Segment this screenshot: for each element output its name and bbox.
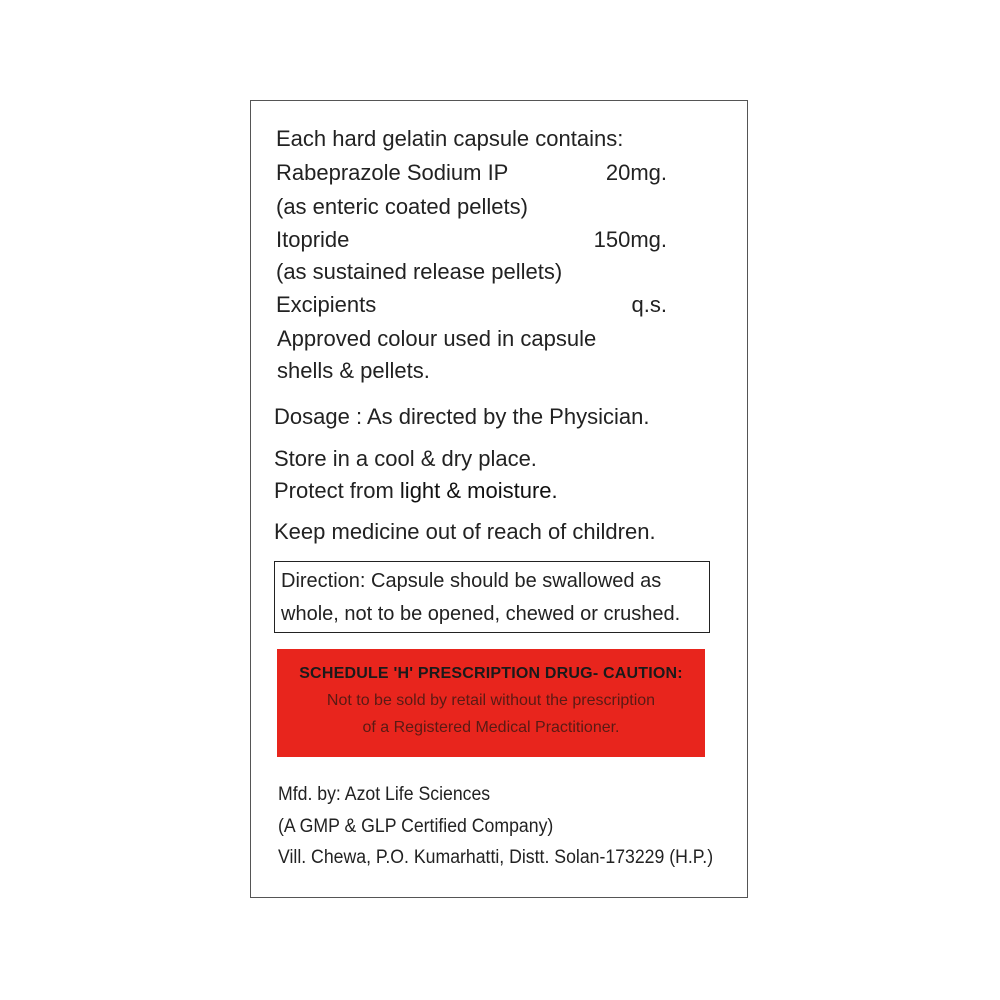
storage-line1: Store in a cool & dry place. (274, 446, 537, 471)
manufacturer-line1: Mfd. by: Azot Life Sciences (278, 784, 491, 805)
ingredient-name: Excipients (276, 292, 377, 317)
storage-line2-prefix: Protect from (274, 478, 400, 503)
composition-header: Each hard gelatin capsule contains: (276, 126, 624, 151)
ingredient-amount: 150mg. (593, 227, 667, 252)
direction-line2: whole, not to be opened, chewed or crushed. (281, 603, 681, 625)
ingredient-amount: q.s. (631, 292, 667, 317)
ingredient-note: (as enteric coated pellets) (276, 194, 528, 219)
caution-title: SCHEDULE 'H' PRESCRIPTION DRUG- CAUTION: (299, 665, 683, 682)
manufacturer-line2: (A GMP & GLP Certified Company) (278, 816, 554, 837)
direction-line1: Direction: Capsule should be swallowed as (281, 570, 662, 592)
direction-box (274, 561, 710, 633)
storage-line2-emphasis: light & moisture. (399, 478, 558, 503)
ingredient-name: Itopride (276, 227, 350, 252)
storage-line2 (274, 480, 558, 502)
manufacturer-address: Vill. Chewa, P.O. Kumarhatti, Distt. Solan-173229 (H.P.) (278, 847, 714, 868)
colour-statement-line1: Approved colour used in capsule (277, 326, 597, 351)
dosage-text: Dosage : As directed by the Physician. (274, 404, 650, 429)
caution-line1: Not to be sold by retail without the prescription (326, 692, 656, 709)
caution-box (277, 649, 705, 757)
children-warning: Keep medicine out of reach of children. (274, 519, 656, 544)
ingredient-note: (as sustained release pellets) (276, 259, 563, 284)
ingredient-name: Rabeprazole Sodium IP (276, 160, 509, 185)
ingredient-amount: 20mg. (605, 160, 667, 185)
colour-statement-line2: shells & pellets. (277, 358, 430, 383)
caution-line2: of a Registered Medical Practitioner. (362, 719, 620, 736)
